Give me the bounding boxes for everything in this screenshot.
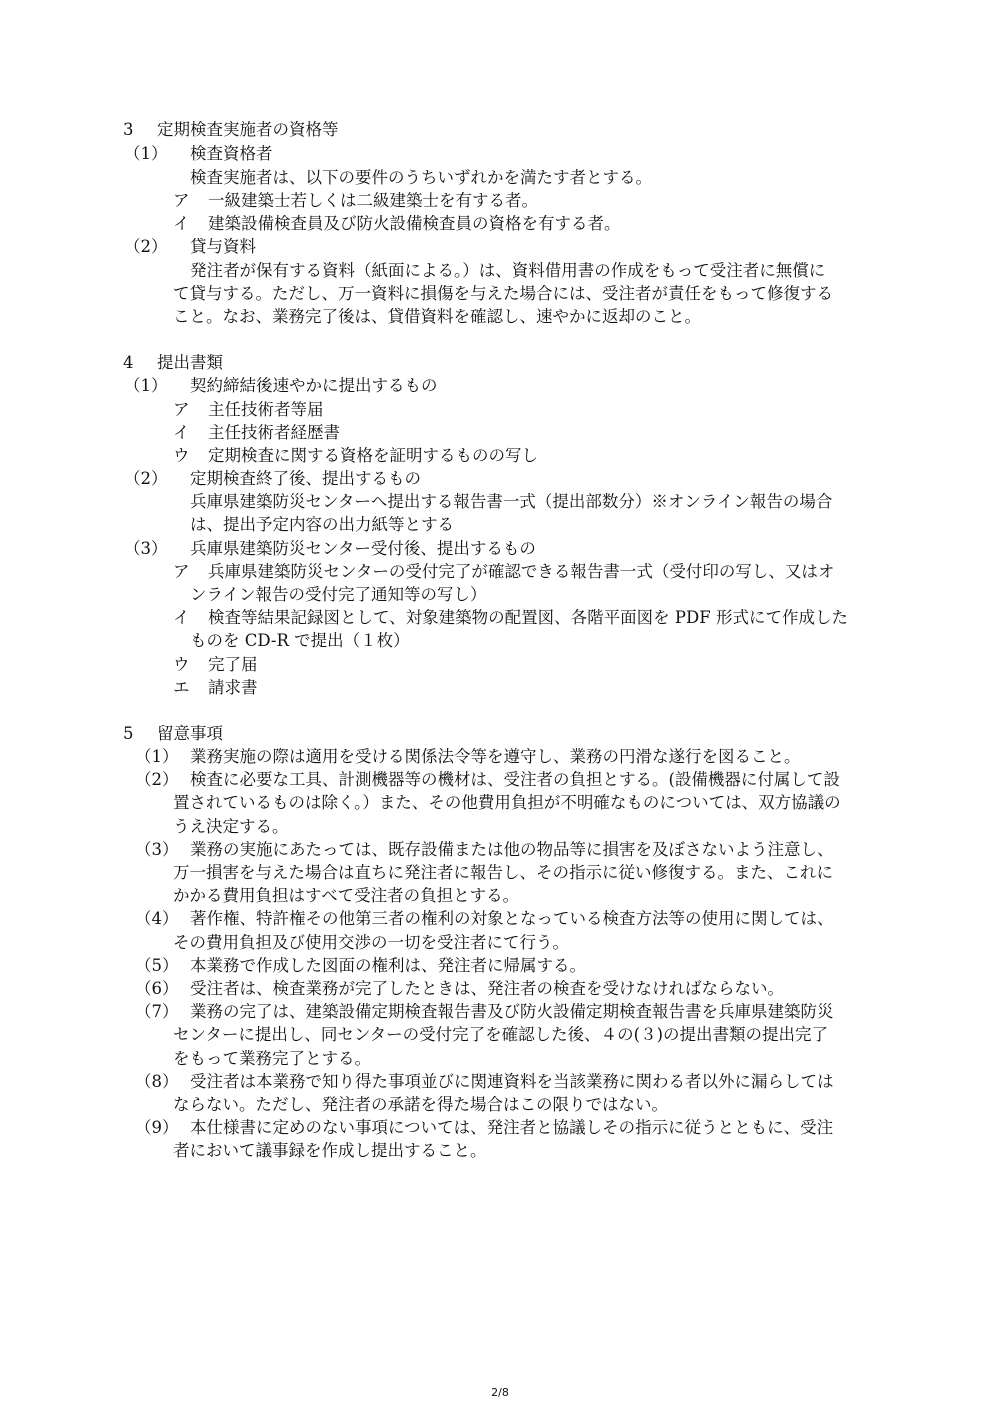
list-item-number: （4） bbox=[135, 909, 179, 928]
list-item-number: （7） bbox=[135, 1002, 179, 1021]
list-item-text: うえ決定する。 bbox=[173, 817, 289, 836]
list-item-text: 検査に必要な工具、計測機器等の機材は、受注者の負担とする。(設備機器に付属して設 bbox=[190, 770, 840, 789]
s3-item1-body bbox=[0, 166, 1000, 190]
list-item-text: その費用負担及び使用交渉の一切を受注者にて行う。 bbox=[173, 933, 569, 952]
item-title: 契約締結後速やかに提出するもの bbox=[190, 376, 438, 395]
s4-item1-sub-u bbox=[0, 444, 1000, 468]
list-item-text: 置されているものは除く。）また、その他費用負担が不明確なものについては、双方協議の bbox=[173, 793, 841, 812]
s4-item3-sub-a-line2 bbox=[0, 583, 1000, 607]
s4-item1-sub-i bbox=[0, 421, 1000, 445]
paragraph-text: 発注者が保有する資料（紙面による。）は、資料借用書の作成をもって受注者に無償に bbox=[190, 261, 826, 280]
s4-item3-heading bbox=[0, 537, 1000, 561]
s4-item3-sub-i-line1 bbox=[0, 606, 1000, 630]
sub-item-text: 建築設備検査員及び防火設備検査員の資格を有する者。 bbox=[208, 214, 621, 233]
item-number: （1） bbox=[124, 376, 168, 395]
list-item-line bbox=[0, 1139, 1000, 1163]
section-number: 4 bbox=[123, 353, 134, 372]
sub-item-mark: ア bbox=[173, 400, 190, 419]
paragraph-text: 検査実施者は、以下の要件のうちいずれかを満たす者とする。 bbox=[190, 168, 652, 187]
list-item-number: （2） bbox=[135, 770, 179, 789]
list-item-line bbox=[0, 1070, 1000, 1094]
s3-item1-sub-a bbox=[0, 189, 1000, 213]
sub-item-mark: イ bbox=[173, 423, 190, 442]
list-item-number: （3） bbox=[135, 840, 179, 859]
sub-item-mark: エ bbox=[173, 678, 190, 697]
s4-item3-sub-a-line1 bbox=[0, 560, 1000, 584]
s4-item3-sub-e bbox=[0, 676, 1000, 700]
sub-item-text: 定期検査に関する資格を証明するものの写し bbox=[208, 446, 538, 465]
sub-item-text: 主任技術者等届 bbox=[208, 400, 324, 419]
item-title: 定期検査終了後、提出するもの bbox=[190, 469, 421, 488]
sub-item-text: ものを CD-R で提出（１枚） bbox=[190, 631, 410, 650]
list-item-line bbox=[0, 1116, 1000, 1140]
list-item-number: （8） bbox=[135, 1072, 179, 1091]
paragraph-text: は、提出予定内容の出力紙等とする bbox=[190, 515, 454, 534]
list-item-text: 万一損害を与えた場合は直ちに発注者に報告し、その指示に従い修復する。また、これに bbox=[173, 863, 833, 882]
list-item-text: 業務の完了は、建築設備定期検査報告書及び防火設備定期検査報告書を兵庫県建築防災 bbox=[190, 1002, 834, 1021]
list-item-text: 業務実施の際は適用を受ける関係法令等を遵守し、業務の円滑な遂行を図ること。 bbox=[190, 747, 801, 766]
paragraph-text: て貸与する。ただし、万一資料に損傷を与えた場合には、受注者が責任をもって修復する bbox=[173, 284, 833, 303]
item-number: （2） bbox=[124, 469, 168, 488]
sub-item-text: 主任技術者経歴書 bbox=[208, 423, 340, 442]
sub-item-text: 請求書 bbox=[208, 678, 258, 697]
list-item-number: （5） bbox=[135, 956, 179, 975]
list-item-line bbox=[0, 954, 1000, 978]
item-title: 貸与資料 bbox=[190, 237, 256, 256]
list-item-text: センターに提出し、同センターの受付完了を確認した後、４の(３)の提出書類の提出完了 bbox=[173, 1025, 829, 1044]
item-number: （1） bbox=[124, 144, 168, 163]
section-4-heading bbox=[0, 351, 1000, 375]
list-item-text: かかる費用負担はすべて受注者の負担とする。 bbox=[173, 886, 520, 905]
list-item-line bbox=[0, 791, 1000, 815]
list-item-line bbox=[0, 1000, 1000, 1024]
list-item-text: 受注者は本業務で知り得た事項並びに関連資料を当該業務に関わる者以外に漏らしては bbox=[190, 1072, 834, 1091]
list-item-line bbox=[0, 1023, 1000, 1047]
item-title: 検査資格者 bbox=[190, 144, 273, 163]
sub-item-text: 兵庫県建築防災センターの受付完了が確認できる報告書一式（受付印の写し、又はオ bbox=[208, 562, 835, 581]
section-title: 留意事項 bbox=[157, 724, 223, 743]
s4-item1-heading bbox=[0, 374, 1000, 398]
paragraph-text: こと。なお、業務完了後は、貸借資料を確認し、速やかに返却のこと。 bbox=[173, 307, 701, 326]
s4-item2-line2 bbox=[0, 513, 1000, 537]
list-item-line bbox=[0, 977, 1000, 1001]
list-item-line bbox=[0, 768, 1000, 792]
sub-item-mark: イ bbox=[173, 608, 190, 627]
list-item-number: （1） bbox=[135, 747, 179, 766]
section-number: 3 bbox=[123, 120, 134, 139]
s4-item2-line1 bbox=[0, 490, 1000, 514]
list-item-line bbox=[0, 907, 1000, 931]
sub-item-text: 完了届 bbox=[208, 655, 258, 674]
s3-item1-heading bbox=[0, 142, 1000, 166]
list-item-line bbox=[0, 745, 1000, 769]
s4-item1-sub-a bbox=[0, 398, 1000, 422]
list-item-text: 本仕様書に定めのない事項については、発注者と協議しその指示に従うとともに、受注 bbox=[190, 1118, 834, 1137]
list-item-line bbox=[0, 838, 1000, 862]
sub-item-text: 一級建築士若しくは二級建築士を有する者。 bbox=[208, 191, 538, 210]
list-item-text: ならない。ただし、発注者の承諾を得た場合はこの限りではない。 bbox=[173, 1095, 668, 1114]
item-number: （2） bbox=[124, 237, 168, 256]
list-item-text: 受注者は、検査業務が完了したときは、発注者の検査を受けなければならない。 bbox=[190, 979, 784, 998]
section-title: 提出書類 bbox=[157, 353, 223, 372]
section-number: 5 bbox=[123, 724, 134, 743]
sub-item-mark: ア bbox=[173, 191, 190, 210]
sub-item-text: 検査等結果記録図として、対象建築物の配置図、各階平面図を PDF 形式にて作成した bbox=[208, 608, 848, 627]
list-item-line bbox=[0, 861, 1000, 885]
s4-item3-sub-i-line2 bbox=[0, 629, 1000, 653]
page-number: 2/8 bbox=[491, 1386, 509, 1399]
item-title: 兵庫県建築防災センター受付後、提出するもの bbox=[190, 539, 536, 558]
sub-item-mark: ウ bbox=[173, 655, 190, 674]
sub-item-mark: ア bbox=[173, 562, 190, 581]
list-item-number: （6） bbox=[135, 979, 179, 998]
list-item-text: 者において議事録を作成し提出すること。 bbox=[173, 1141, 487, 1160]
list-item-text: 本業務で作成した図面の権利は、発注者に帰属する。 bbox=[190, 956, 586, 975]
s3-item2-line2 bbox=[0, 282, 1000, 306]
section-5-heading bbox=[0, 722, 1000, 746]
s4-item3-sub-u bbox=[0, 653, 1000, 677]
item-number: （3） bbox=[124, 539, 168, 558]
list-item-line bbox=[0, 931, 1000, 955]
paragraph-text: 兵庫県建築防災センターへ提出する報告書一式（提出部数分）※オンライン報告の場合 bbox=[190, 492, 833, 511]
s3-item2-line3 bbox=[0, 305, 1000, 329]
s3-item2-line1 bbox=[0, 259, 1000, 283]
section-3-heading bbox=[0, 118, 1000, 142]
list-item-line bbox=[0, 1093, 1000, 1117]
sub-item-text: ンライン報告の受付完了通知等の写し） bbox=[190, 585, 487, 604]
section-title: 定期検査実施者の資格等 bbox=[157, 120, 339, 139]
s4-item2-heading bbox=[0, 467, 1000, 491]
sub-item-mark: ウ bbox=[173, 446, 190, 465]
list-item-line bbox=[0, 884, 1000, 908]
s3-item1-sub-i bbox=[0, 212, 1000, 236]
list-item-line bbox=[0, 815, 1000, 839]
list-item-line bbox=[0, 1047, 1000, 1071]
list-item-number: （9） bbox=[135, 1118, 179, 1137]
s3-item2-heading bbox=[0, 235, 1000, 259]
list-item-text: 著作権、特許権その他第三者の権利の対象となっている検査方法等の使用に関しては、 bbox=[190, 909, 834, 928]
list-item-text: をもって業務完了とする。 bbox=[173, 1049, 371, 1068]
sub-item-mark: イ bbox=[173, 214, 190, 233]
list-item-text: 業務の実施にあたっては、既存設備または他の物品等に損害を及ぼさないよう注意し、 bbox=[190, 840, 834, 859]
